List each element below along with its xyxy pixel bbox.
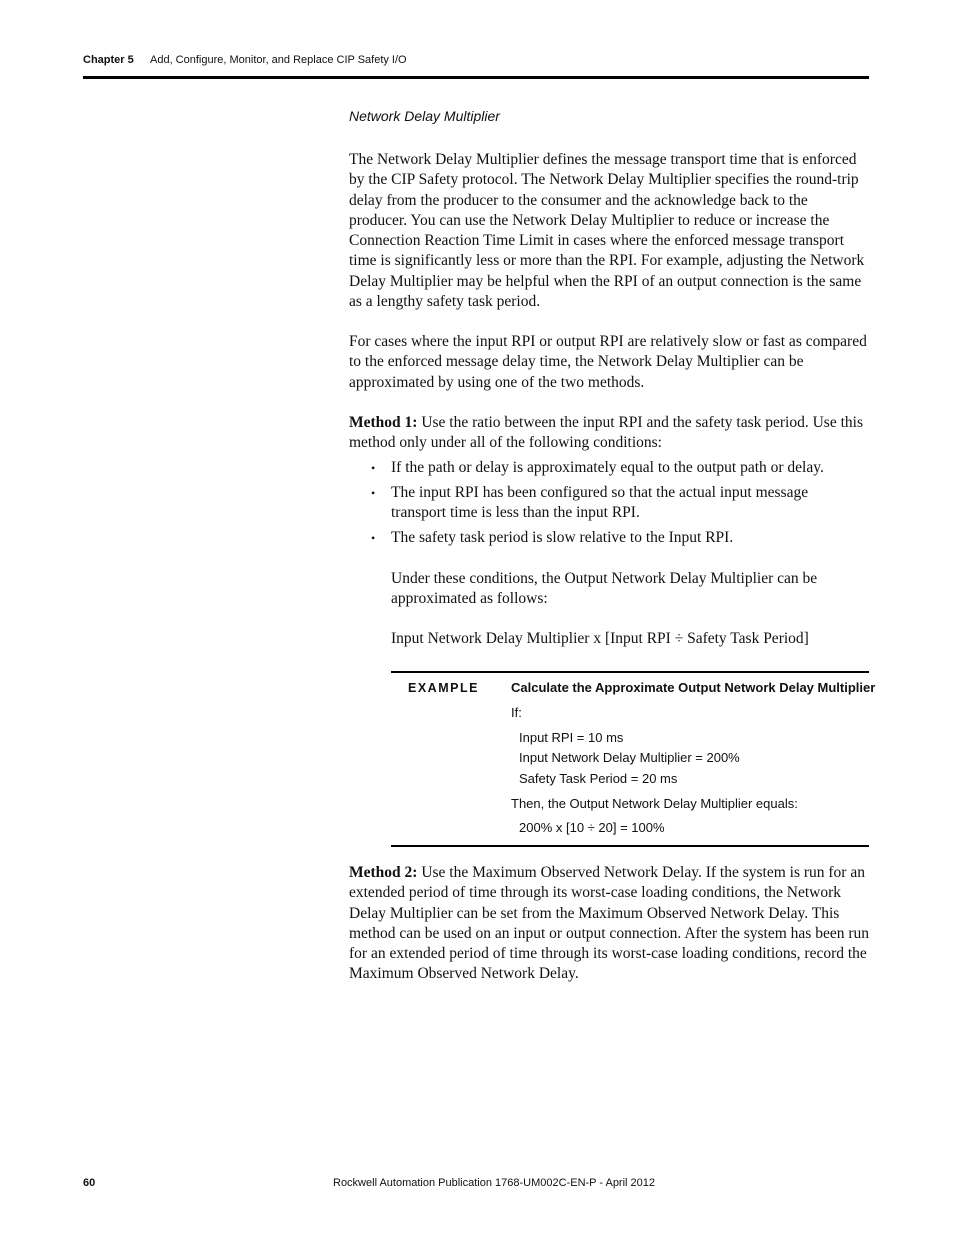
- list-item: [369, 458, 859, 478]
- example-label: EXAMPLE: [408, 681, 479, 695]
- method2-label: Method 2:: [349, 864, 418, 881]
- list-item: [369, 483, 859, 524]
- section-title: Network Delay Multiplier: [349, 108, 500, 124]
- example-given-task-period: Safety Task Period = 20 ms: [519, 771, 678, 786]
- conditions-list: [369, 458, 859, 553]
- page-number: 60: [83, 1177, 96, 1189]
- method1-text: Use the ratio between the input RPI and the safety task period. Use this method only under all of the following conditions:: [349, 414, 863, 452]
- example-box: [391, 671, 876, 847]
- method2-paragraph: [349, 863, 869, 985]
- method1-label: Method 1:: [349, 414, 418, 431]
- example-result: 200% x [10 ÷ 20] = 100%: [519, 820, 665, 835]
- publication-info: Rockwell Automation Publication 1768-UM002C-EN-P - April 2012: [333, 1177, 656, 1189]
- list-item-text: If the path or delay is approximately equal to the output path or delay.: [391, 459, 824, 476]
- chapter-title: Add, Configure, Monitor, and Replace CIP Safety I/O: [150, 54, 407, 66]
- methods-paragraph: For cases where the input RPI or output RPI are relatively slow or fast as compared to the enforced message delay time, the Network Delay Multiplier can be approximated by using one of the two methods.: [349, 333, 867, 391]
- bullet-icon: •: [371, 461, 376, 475]
- example-title: Calculate the Approximate Output Network Delay Multiplier: [511, 680, 876, 695]
- example-given-rpi: Input RPI = 10 ms: [519, 730, 624, 745]
- example-if: If:: [511, 705, 522, 720]
- bullet-icon: •: [371, 485, 376, 500]
- formula-text: Input Network Delay Multiplier x [Input RPI ÷ Safety Task Period]: [391, 630, 809, 647]
- list-item: [369, 528, 859, 548]
- intro-paragraph: The Network Delay Multiplier defines the message transport time that is enforced by the CIP Safety protocol. The Network Delay Multiplier specifies the round-trip delay from the producer to the consumer and the acknowledge back to the producer. You can use the Network Delay Multiplier to reduce or increase the Connection Reaction Time Limit in cases where the enforced message transport time is significantly less or more than the RPI. For example, adjusting the Network Delay Multiplier may be helpful when the RPI of an output connection is the same as a lengthy safety task period.: [349, 151, 865, 311]
- list-item-text: The input RPI has been configured so that the actual input message transport time is less than the input RPI.: [391, 483, 809, 522]
- under-conditions-text: Under these conditions, the Output Network Delay Multiplier can be approximated as follows:: [391, 570, 818, 608]
- list-item-text: The safety task period is slow relative to the Input RPI.: [391, 528, 734, 546]
- bullet-icon: •: [371, 530, 376, 545]
- example-then: Then, the Output Network Delay Multiplier equals:: [511, 796, 798, 811]
- page-header: [83, 52, 869, 79]
- method1-paragraph: [349, 413, 869, 454]
- chapter-label: Chapter 5: [83, 54, 134, 66]
- example-given-multiplier: Input Network Delay Multiplier = 200%: [519, 750, 740, 765]
- method2-text: Use the Maximum Observed Network Delay. If the system is run for an extended period of time through its worst-case loading conditions, the Network Delay Multiplier can be set from the Maximum Observed Network Delay. This method can be used on an input or output connection. After the system has been run for an extended period of time through its worst-case loading conditions, record the Maximum Observed Network Delay.: [349, 864, 869, 983]
